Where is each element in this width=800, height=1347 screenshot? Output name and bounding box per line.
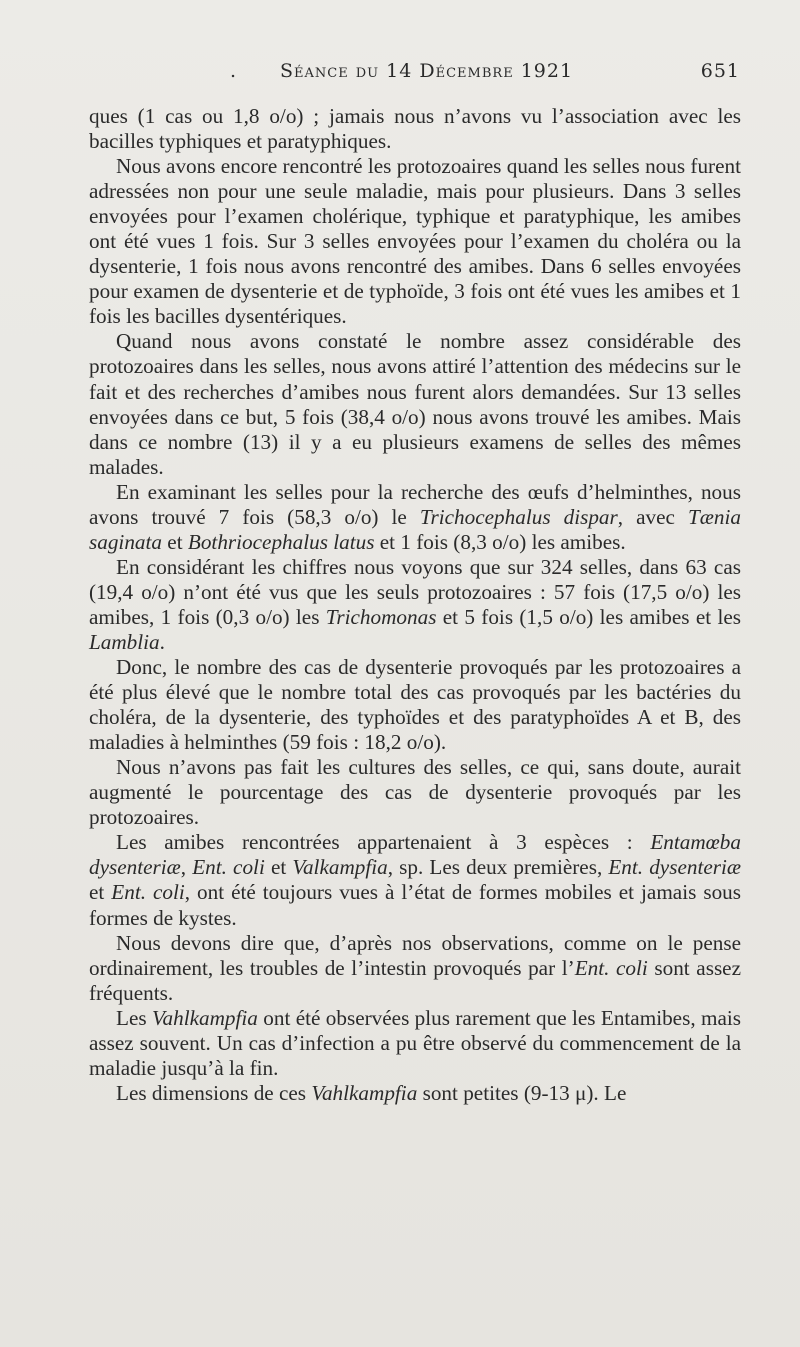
text-run: et <box>89 880 112 905</box>
paragraph <box>89 655 741 755</box>
text-run: et <box>264 855 293 880</box>
italic-term: Ent. dysenteriæ <box>608 855 741 880</box>
italic-term: Bothriocephalus latus <box>187 529 375 554</box>
text-run: , avec <box>617 504 688 529</box>
text-run: Nous avons encore rencontré les protozoaires quand les selles nous furent adressées non pour une seule maladie, mais pour plusieurs. Dans 3 selles envoyées pour l’examen cholérique, typhique et paratyphique, les amibes ont été vues 1 fois. Sur 3 selles envoyées pour l’examen du choléra ou la dysenterie, 1 fois nous avons rencontré des amibes. Dans 6 selles envoyées pour examen de dysenterie et de typhoïde, 3 fois ont été vues les amibes et 1 fois les bacilles dysentériques. <box>89 154 741 329</box>
paragraph <box>89 104 741 154</box>
text-run: , ont été toujours vues à l’état de formes mobiles et jamais sous formes de kystes. <box>89 880 742 930</box>
paragraph <box>89 755 741 830</box>
text-run: Quand nous avons constaté le nombre assez considérable des protozoaires dans les selles, nous avons attiré l’attention des médecins sur le fait et des recherches d’amibes nous furent alors demandées. Sur 13 selles envoyées dans ce but, 5 fois (38,4 o/o) nous avons trouvé les amibes. Mais dans ce nombre (13) il y a eu plusieurs examens de selles des mêmes malades. <box>89 329 741 479</box>
text-run: sont assez fréquents. <box>89 955 741 1005</box>
italic-term: Vahlkampfia <box>311 1080 418 1105</box>
paragraph <box>89 931 741 1006</box>
text-run: et <box>162 529 188 554</box>
paragraph <box>89 480 741 555</box>
header-dot: . <box>230 60 238 82</box>
header-title: Séance du 14 Décembre 1921 <box>280 60 574 82</box>
text-run: Donc, le nombre des cas de dysenterie provoqués par les protozoaires a été plus élevé que le nombre total des cas provoqués par les bactéries du choléra, de la dysenterie, des typhoïdes et des paratyphoïdes A et B, des maladies à helminthes (59 fois : 18,2 o/o). <box>89 655 741 755</box>
italic-term: Trichomonas <box>325 604 437 629</box>
italic-term: Valkampfia <box>292 855 388 880</box>
italic-term: Trichocephalus dispar <box>419 504 618 529</box>
italic-term: Ent. coli <box>111 880 185 905</box>
paragraph <box>89 154 741 329</box>
italic-term: Ent. coli <box>192 855 265 880</box>
text-run: , sp. Les deux premières, <box>387 855 609 880</box>
text-run: Les <box>116 1005 152 1030</box>
italic-term: Tænia saginata <box>89 504 741 554</box>
text-run: sont petites (9-13 μ). Le <box>417 1080 627 1105</box>
text-run: Nous devons dire que, d’après nos observations, comme on le pense ordinairement, les troubles de l’intestin provoqués par l’ <box>89 930 741 980</box>
italic-term: Entamœba dysenteriæ <box>89 830 741 880</box>
paragraph <box>89 555 741 655</box>
text-run: En considérant les chiffres nous voyons que sur 324 selles, dans 63 cas (19,4 o/o) n’ont été vus que les seuls protozoaires : 57 fois (17,5 o/o) les amibes, 1 fois (0,3 o/o) les <box>89 554 741 629</box>
text-run: , <box>180 855 193 880</box>
text-run: Nous n’avons pas fait les cultures des selles, ce qui, sans doute, aurait augmenté le pourcentage des cas de dysenterie provoqués par les protozoaires. <box>89 755 741 830</box>
page-number: 651 <box>700 60 740 82</box>
text-run: Les dimensions de ces <box>116 1080 312 1105</box>
paragraph <box>89 1081 741 1106</box>
body-text <box>89 104 741 1106</box>
italic-term: Ent. coli <box>574 955 648 980</box>
text-run: En examinant les selles pour la recherche des œufs d’helminthes, nous avons trouvé 7 fois (58,3 o/o) le <box>89 479 741 529</box>
text-run: ques (1 cas ou 1,8 o/o) ; jamais nous n’avons vu l’association avec les bacilles typhiques et paratyphiques. <box>89 104 741 154</box>
italic-term: Lamblia <box>89 629 160 654</box>
italic-term: Vahlkampfia <box>151 1005 258 1030</box>
text-run: et 5 fois (1,5 o/o) les amibes et les <box>436 604 741 629</box>
paragraph <box>89 830 741 930</box>
text-run: et 1 fois (8,3 o/o) les amibes. <box>374 529 626 554</box>
text-run: ont été observées plus rarement que les Entamibes, mais assez souvent. Un cas d’infection a pu être observé du commencement de la maladie jusqu’à la fin. <box>89 1005 741 1080</box>
text-run: . <box>159 629 165 654</box>
paragraph <box>89 329 741 479</box>
text-run: Les amibes rencontrées appartenaient à 3 espèces : <box>116 830 651 855</box>
running-header <box>90 58 740 88</box>
paragraph <box>89 1006 741 1081</box>
